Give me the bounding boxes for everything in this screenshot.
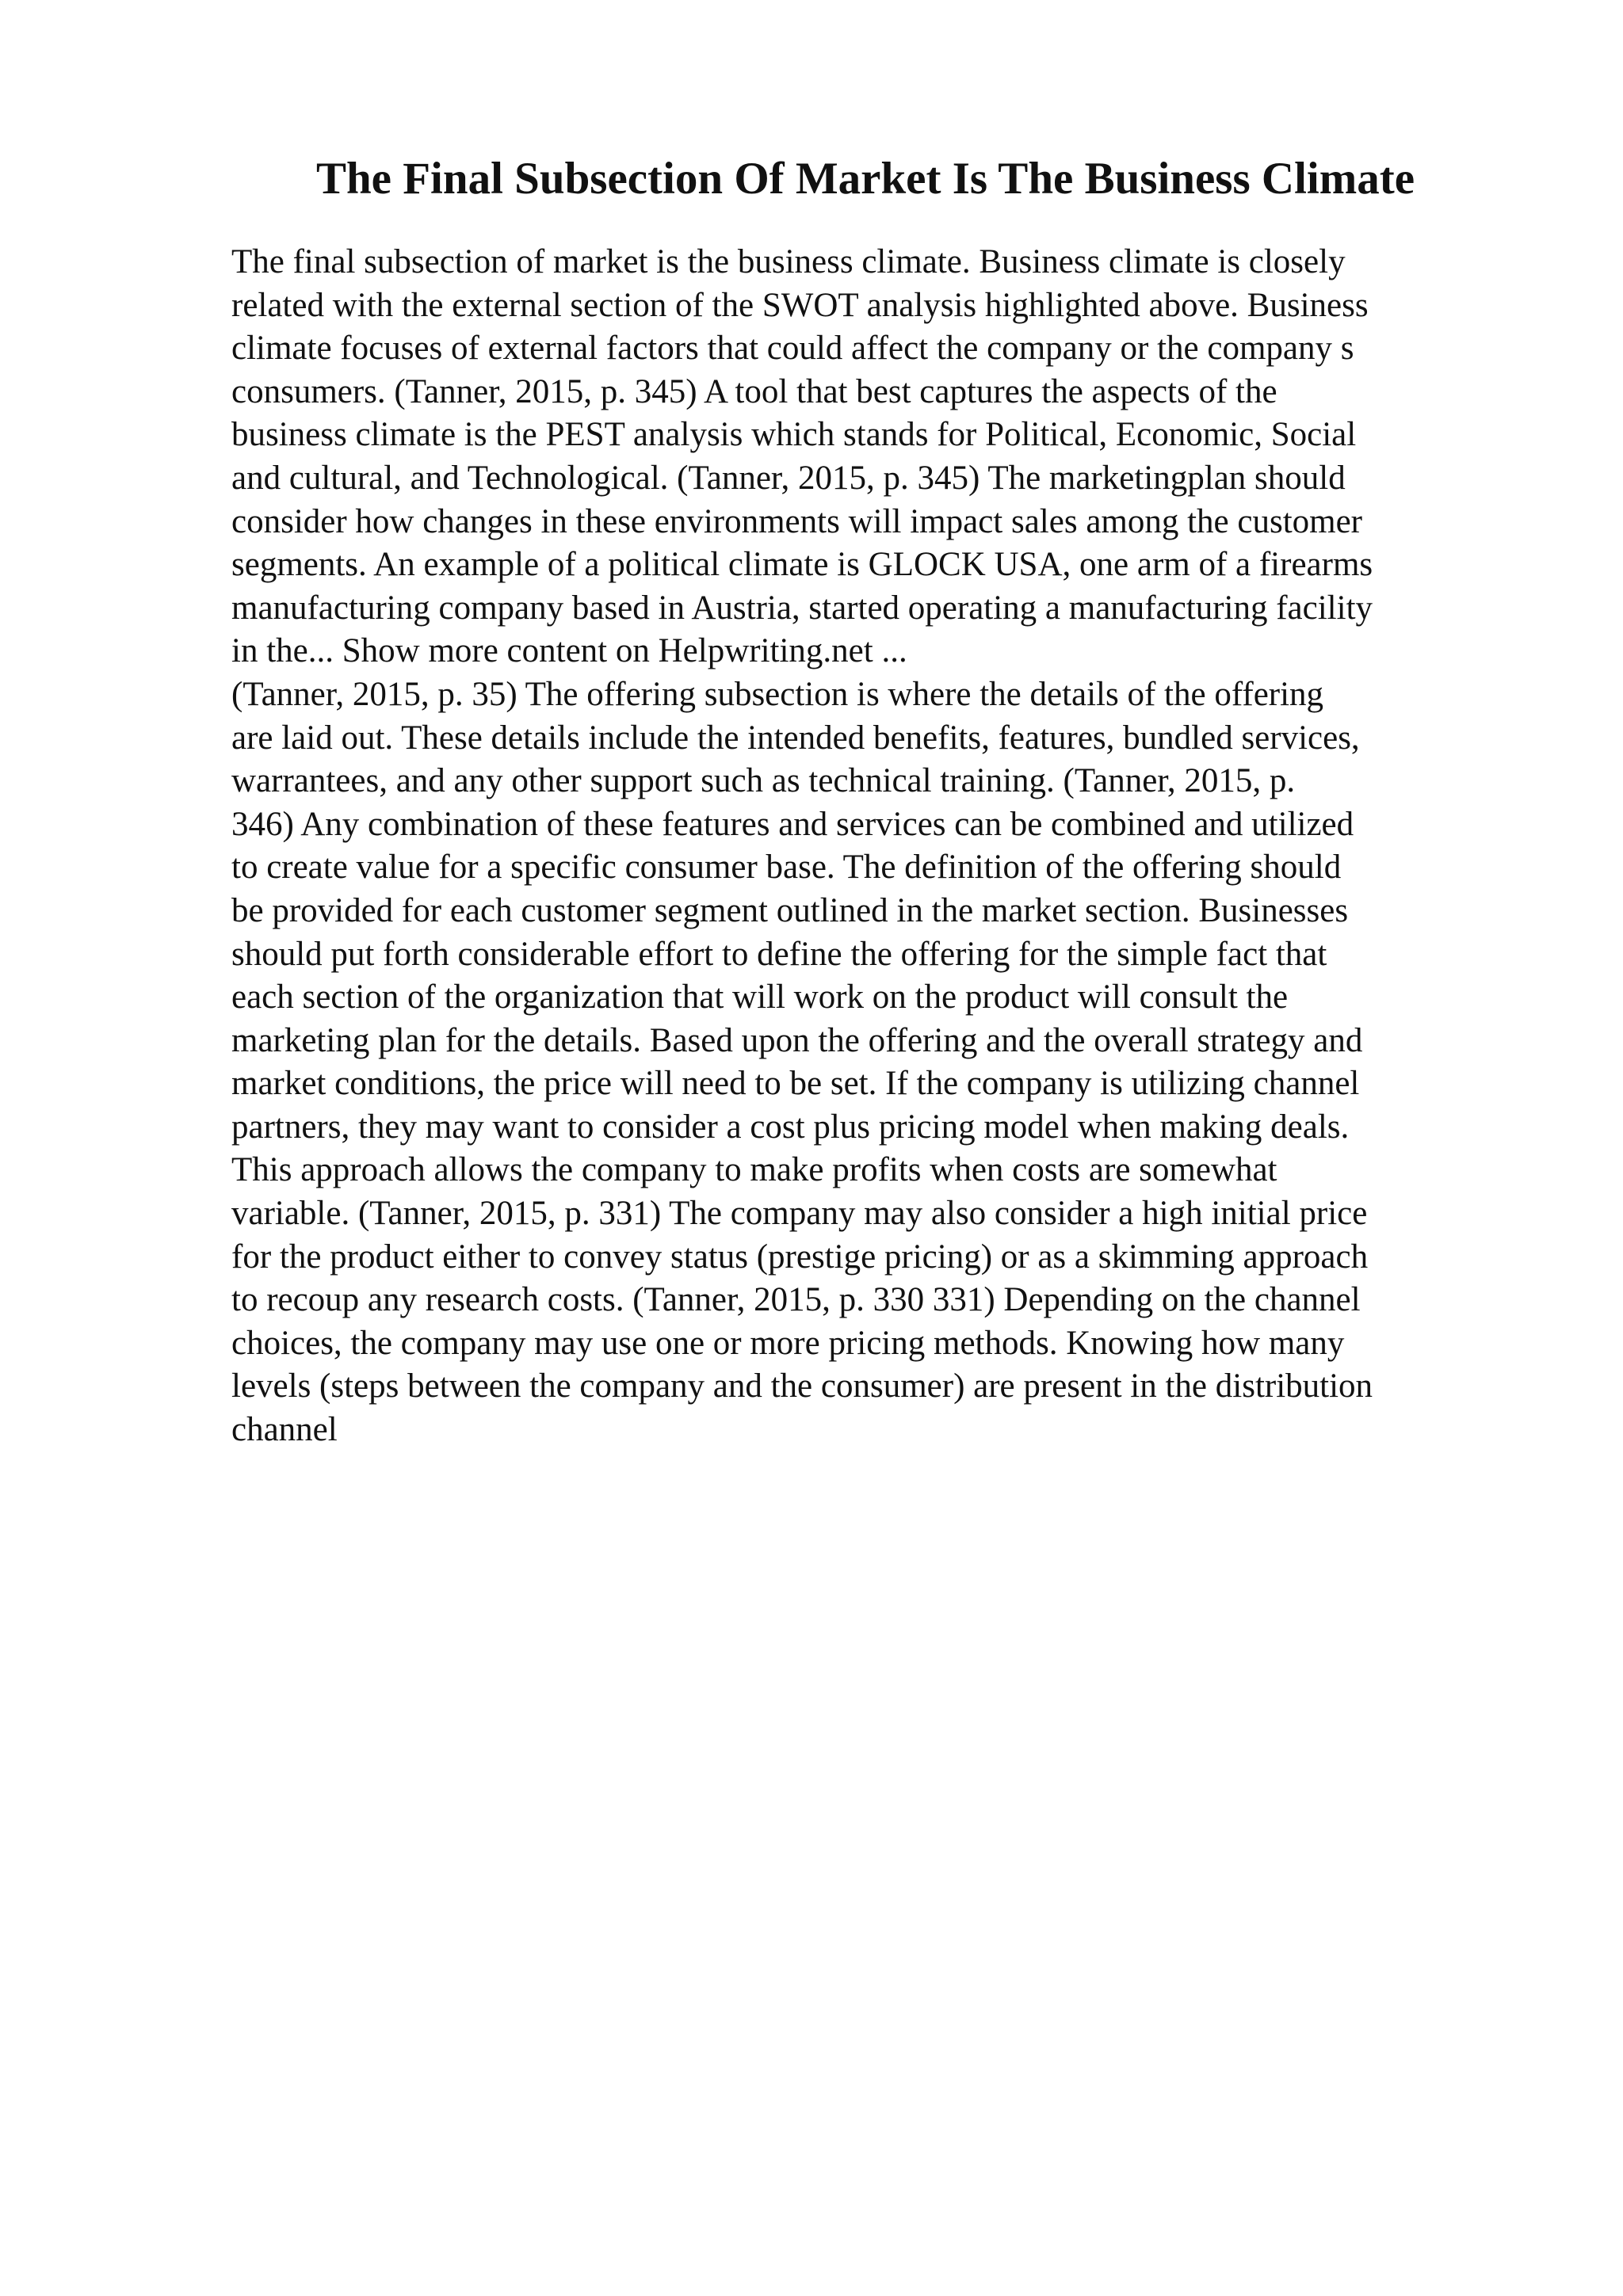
body-line: consider how changes in these environments will impact sales among the customer (231, 502, 1362, 540)
body-line: partners, they may want to consider a cost plus pricing model when making deals. (231, 1108, 1350, 1146)
body-line: levels (steps between the company and the consumer) are present in the distribution (231, 1367, 1373, 1405)
body-line: choices, the company may use one or more pricing methods. Knowing how many (231, 1324, 1345, 1362)
body-line: (Tanner, 2015, p. 35) The offering subsection is where the details of the offering (231, 675, 1324, 713)
body-line: warrantees, and any other support such as technical training. (Tanner, 2015, p. (231, 762, 1296, 800)
document-title: The Final Subsection Of Market Is The Business Climate (315, 154, 1415, 204)
document-body (231, 241, 1476, 1452)
body-line: and cultural, and Technological. (Tanner, 2015, p. 345) The marketingplan should (231, 459, 1346, 497)
body-line: This approach allows the company to make profits when costs are somewhat (231, 1151, 1277, 1189)
body-line: related with the external section of the SWOT analysis highlighted above. Business (231, 286, 1369, 324)
body-line: consumers. (Tanner, 2015, p. 345) A tool that best captures the aspects of the (231, 372, 1277, 410)
body-line: segments. An example of a political climate is GLOCK USA, one arm of a firearms (231, 546, 1373, 584)
body-line: variable. (Tanner, 2015, p. 331) The company may also consider a high initial price (231, 1195, 1368, 1233)
body-line: to recoup any research costs. (Tanner, 2015, p. 330 331) Depending on the channel (231, 1281, 1361, 1319)
body-line: for the product either to convey status (prestige pricing) or as a skimming approach (231, 1238, 1369, 1276)
body-line: business climate is the PEST analysis which stands for Political, Economic, Social (231, 416, 1357, 454)
body-line: The final subsection of market is the business climate. Business climate is closely (231, 243, 1346, 280)
body-line: in the... Show more content on Helpwriting.net ... (231, 632, 907, 670)
body-line: market conditions, the price will need to be set. If the company is utilizing channel (231, 1065, 1360, 1103)
body-line: are laid out. These details include the intended benefits, features, bundled services, (231, 719, 1360, 757)
body-line: channel (231, 1411, 338, 1449)
body-line: should put forth considerable effort to define the offering for the simple fact that (231, 935, 1327, 973)
body-line: climate focuses of external factors that could affect the company or the company s (231, 330, 1354, 368)
body-line: manufacturing company based in Austria, started operating a manufacturing facility (231, 589, 1373, 627)
body-line: be provided for each customer segment outlined in the market section. Businesses (231, 891, 1349, 929)
body-line: to create value for a specific consumer base. The definition of the offering should (231, 849, 1342, 887)
body-line: 346) Any combination of these features and services can be combined and utilized (231, 805, 1354, 843)
body-line: marketing plan for the details. Based upon the offering and the overall strategy and (231, 1021, 1363, 1059)
body-line: each section of the organization that will work on the product will consult the (231, 978, 1289, 1016)
